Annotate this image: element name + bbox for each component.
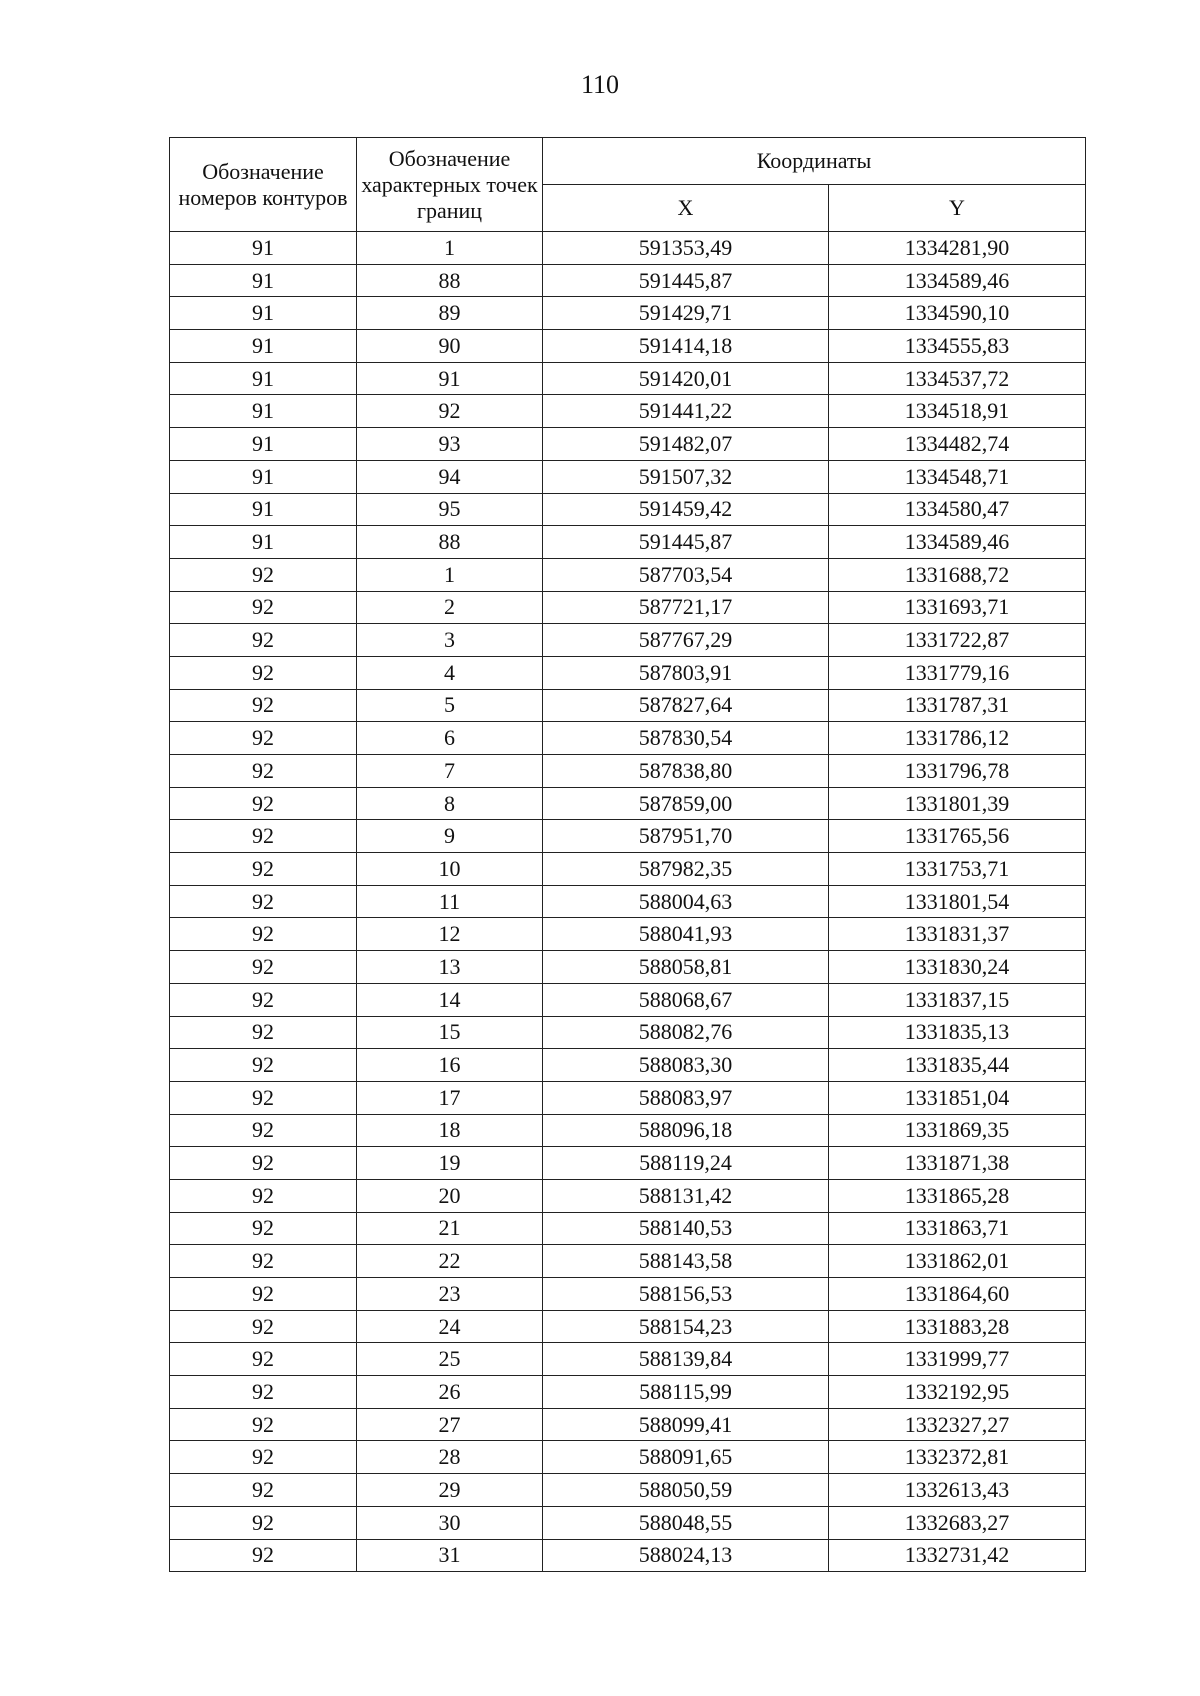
cell-point-number: 88: [357, 526, 543, 559]
cell-y-coordinate: 1331999,77: [829, 1343, 1086, 1376]
table-row: [170, 460, 1086, 493]
cell-contour-number: 92: [170, 1049, 357, 1082]
cell-contour-number: 92: [170, 1539, 357, 1572]
cell-x-coordinate: 587838,80: [543, 755, 829, 788]
cell-x-coordinate: 587951,70: [543, 820, 829, 853]
cell-x-coordinate: 591353,49: [543, 232, 829, 265]
table-row: [170, 1408, 1086, 1441]
cell-y-coordinate: 1334590,10: [829, 297, 1086, 330]
table-row: [170, 1441, 1086, 1474]
cell-point-number: 17: [357, 1081, 543, 1114]
cell-point-number: 8: [357, 787, 543, 820]
table-row: [170, 395, 1086, 428]
cell-y-coordinate: 1331851,04: [829, 1081, 1086, 1114]
cell-x-coordinate: 588096,18: [543, 1114, 829, 1147]
table-row: [170, 1212, 1086, 1245]
cell-x-coordinate: 587827,64: [543, 689, 829, 722]
cell-x-coordinate: 588024,13: [543, 1539, 829, 1572]
cell-y-coordinate: 1334281,90: [829, 232, 1086, 265]
cell-contour-number: 92: [170, 1278, 357, 1311]
cell-x-coordinate: 588156,53: [543, 1278, 829, 1311]
cell-point-number: 2: [357, 591, 543, 624]
cell-y-coordinate: 1331688,72: [829, 558, 1086, 591]
cell-point-number: 21: [357, 1212, 543, 1245]
cell-point-number: 91: [357, 362, 543, 395]
table-row: [170, 1049, 1086, 1082]
cell-point-number: 26: [357, 1376, 543, 1409]
cell-y-coordinate: 1334589,46: [829, 526, 1086, 559]
cell-x-coordinate: 588119,24: [543, 1147, 829, 1180]
cell-contour-number: 92: [170, 1016, 357, 1049]
header-contour-numbers: Обозначение номеров контуров: [170, 138, 357, 232]
table-row: [170, 362, 1086, 395]
cell-point-number: 12: [357, 918, 543, 951]
cell-x-coordinate: 588041,93: [543, 918, 829, 951]
table-row: [170, 722, 1086, 755]
cell-x-coordinate: 591441,22: [543, 395, 829, 428]
cell-point-number: 4: [357, 656, 543, 689]
cell-contour-number: 92: [170, 885, 357, 918]
cell-point-number: 18: [357, 1114, 543, 1147]
header-boundary-points: Обозначение характерных точек границ: [357, 138, 543, 232]
cell-x-coordinate: 591445,87: [543, 264, 829, 297]
table-row: [170, 1016, 1086, 1049]
cell-contour-number: 92: [170, 1081, 357, 1114]
cell-x-coordinate: 591482,07: [543, 428, 829, 461]
table-row: [170, 983, 1086, 1016]
cell-contour-number: 91: [170, 264, 357, 297]
table-row: [170, 297, 1086, 330]
cell-contour-number: 92: [170, 853, 357, 886]
cell-contour-number: 92: [170, 918, 357, 951]
table-row: [170, 232, 1086, 265]
table-row: [170, 853, 1086, 886]
cell-point-number: 20: [357, 1179, 543, 1212]
cell-y-coordinate: 1331787,31: [829, 689, 1086, 722]
cell-contour-number: 92: [170, 983, 357, 1016]
cell-y-coordinate: 1334580,47: [829, 493, 1086, 526]
cell-x-coordinate: 591414,18: [543, 330, 829, 363]
cell-contour-number: 91: [170, 493, 357, 526]
cell-y-coordinate: 1331693,71: [829, 591, 1086, 624]
cell-point-number: 1: [357, 558, 543, 591]
cell-contour-number: 92: [170, 787, 357, 820]
cell-x-coordinate: 587767,29: [543, 624, 829, 657]
cell-x-coordinate: 588131,42: [543, 1179, 829, 1212]
cell-contour-number: 91: [170, 395, 357, 428]
cell-point-number: 89: [357, 297, 543, 330]
cell-y-coordinate: 1334548,71: [829, 460, 1086, 493]
cell-x-coordinate: 591429,71: [543, 297, 829, 330]
cell-x-coordinate: 588099,41: [543, 1408, 829, 1441]
table-row: [170, 820, 1086, 853]
cell-point-number: 28: [357, 1441, 543, 1474]
cell-x-coordinate: 588068,67: [543, 983, 829, 1016]
cell-point-number: 9: [357, 820, 543, 853]
cell-x-coordinate: 591507,32: [543, 460, 829, 493]
cell-y-coordinate: 1332731,42: [829, 1539, 1086, 1572]
cell-x-coordinate: 587803,91: [543, 656, 829, 689]
cell-contour-number: 92: [170, 1114, 357, 1147]
cell-contour-number: 92: [170, 1310, 357, 1343]
table-row: [170, 1179, 1086, 1212]
cell-y-coordinate: 1331786,12: [829, 722, 1086, 755]
cell-contour-number: 92: [170, 1147, 357, 1180]
cell-x-coordinate: 588048,55: [543, 1506, 829, 1539]
table-row: [170, 526, 1086, 559]
cell-contour-number: 92: [170, 656, 357, 689]
cell-contour-number: 92: [170, 1343, 357, 1376]
cell-y-coordinate: 1331837,15: [829, 983, 1086, 1016]
cell-y-coordinate: 1331869,35: [829, 1114, 1086, 1147]
cell-y-coordinate: 1331796,78: [829, 755, 1086, 788]
cell-point-number: 93: [357, 428, 543, 461]
cell-x-coordinate: 591420,01: [543, 362, 829, 395]
cell-point-number: 22: [357, 1245, 543, 1278]
cell-point-number: 15: [357, 1016, 543, 1049]
cell-point-number: 25: [357, 1343, 543, 1376]
cell-point-number: 7: [357, 755, 543, 788]
table-row: [170, 755, 1086, 788]
table-row: [170, 1245, 1086, 1278]
cell-y-coordinate: 1332683,27: [829, 1506, 1086, 1539]
cell-x-coordinate: 588083,30: [543, 1049, 829, 1082]
cell-contour-number: 91: [170, 297, 357, 330]
table-row: [170, 264, 1086, 297]
cell-y-coordinate: 1331765,56: [829, 820, 1086, 853]
cell-point-number: 16: [357, 1049, 543, 1082]
cell-contour-number: 92: [170, 591, 357, 624]
cell-y-coordinate: 1334555,83: [829, 330, 1086, 363]
cell-y-coordinate: 1331830,24: [829, 951, 1086, 984]
cell-point-number: 30: [357, 1506, 543, 1539]
cell-x-coordinate: 588004,63: [543, 885, 829, 918]
cell-contour-number: 92: [170, 1376, 357, 1409]
cell-contour-number: 92: [170, 624, 357, 657]
coordinates-table: [169, 137, 1086, 1572]
cell-y-coordinate: 1334589,46: [829, 264, 1086, 297]
header-coordinates: Координаты: [543, 138, 1086, 185]
cell-point-number: 95: [357, 493, 543, 526]
cell-contour-number: 92: [170, 558, 357, 591]
table-row: [170, 624, 1086, 657]
cell-x-coordinate: 588154,23: [543, 1310, 829, 1343]
table-row: [170, 1343, 1086, 1376]
cell-y-coordinate: 1331871,38: [829, 1147, 1086, 1180]
cell-point-number: 23: [357, 1278, 543, 1311]
cell-point-number: 88: [357, 264, 543, 297]
page-number: 110: [580, 70, 620, 99]
cell-contour-number: 92: [170, 1179, 357, 1212]
cell-contour-number: 92: [170, 755, 357, 788]
table-row: [170, 1310, 1086, 1343]
cell-y-coordinate: 1332192,95: [829, 1376, 1086, 1409]
cell-contour-number: 91: [170, 428, 357, 461]
cell-point-number: 1: [357, 232, 543, 265]
table-row: [170, 885, 1086, 918]
table-row: [170, 493, 1086, 526]
cell-contour-number: 91: [170, 526, 357, 559]
cell-x-coordinate: 587703,54: [543, 558, 829, 591]
table-row: [170, 656, 1086, 689]
cell-x-coordinate: 591459,42: [543, 493, 829, 526]
cell-point-number: 24: [357, 1310, 543, 1343]
table-row: [170, 1376, 1086, 1409]
cell-x-coordinate: 588050,59: [543, 1474, 829, 1507]
cell-x-coordinate: 588139,84: [543, 1343, 829, 1376]
cell-point-number: 19: [357, 1147, 543, 1180]
table-row: [170, 1474, 1086, 1507]
cell-x-coordinate: 591445,87: [543, 526, 829, 559]
cell-x-coordinate: 588083,97: [543, 1081, 829, 1114]
cell-y-coordinate: 1332372,81: [829, 1441, 1086, 1474]
cell-y-coordinate: 1331801,54: [829, 885, 1086, 918]
cell-y-coordinate: 1331835,13: [829, 1016, 1086, 1049]
cell-contour-number: 91: [170, 362, 357, 395]
cell-y-coordinate: 1331883,28: [829, 1310, 1086, 1343]
cell-y-coordinate: 1331835,44: [829, 1049, 1086, 1082]
cell-y-coordinate: 1334537,72: [829, 362, 1086, 395]
cell-point-number: 14: [357, 983, 543, 1016]
cell-contour-number: 92: [170, 1408, 357, 1441]
cell-point-number: 13: [357, 951, 543, 984]
cell-x-coordinate: 587721,17: [543, 591, 829, 624]
cell-y-coordinate: 1334518,91: [829, 395, 1086, 428]
table-row: [170, 689, 1086, 722]
table-row: [170, 428, 1086, 461]
cell-y-coordinate: 1332327,27: [829, 1408, 1086, 1441]
cell-y-coordinate: 1331801,39: [829, 787, 1086, 820]
table-row: [170, 1114, 1086, 1147]
table-row: [170, 1506, 1086, 1539]
table-row: [170, 1147, 1086, 1180]
cell-x-coordinate: 588143,58: [543, 1245, 829, 1278]
cell-contour-number: 92: [170, 1212, 357, 1245]
cell-contour-number: 92: [170, 722, 357, 755]
table-row: [170, 918, 1086, 951]
table-body: [170, 232, 1086, 1572]
cell-point-number: 29: [357, 1474, 543, 1507]
table-row: [170, 1539, 1086, 1572]
cell-contour-number: 92: [170, 1245, 357, 1278]
cell-point-number: 94: [357, 460, 543, 493]
cell-x-coordinate: 587982,35: [543, 853, 829, 886]
cell-contour-number: 91: [170, 330, 357, 363]
header-x: X: [543, 185, 829, 232]
cell-y-coordinate: 1334482,74: [829, 428, 1086, 461]
cell-y-coordinate: 1331831,37: [829, 918, 1086, 951]
cell-contour-number: 92: [170, 1441, 357, 1474]
cell-x-coordinate: 588140,53: [543, 1212, 829, 1245]
cell-y-coordinate: 1332613,43: [829, 1474, 1086, 1507]
table-row: [170, 558, 1086, 591]
cell-point-number: 3: [357, 624, 543, 657]
cell-y-coordinate: 1331865,28: [829, 1179, 1086, 1212]
cell-point-number: 92: [357, 395, 543, 428]
header-y: Y: [829, 185, 1086, 232]
table-row: [170, 1081, 1086, 1114]
cell-point-number: 27: [357, 1408, 543, 1441]
cell-x-coordinate: 588082,76: [543, 1016, 829, 1049]
cell-contour-number: 91: [170, 460, 357, 493]
cell-contour-number: 92: [170, 951, 357, 984]
cell-point-number: 10: [357, 853, 543, 886]
cell-x-coordinate: 587830,54: [543, 722, 829, 755]
cell-point-number: 6: [357, 722, 543, 755]
cell-point-number: 90: [357, 330, 543, 363]
cell-point-number: 11: [357, 885, 543, 918]
cell-x-coordinate: 588115,99: [543, 1376, 829, 1409]
cell-contour-number: 92: [170, 1506, 357, 1539]
cell-point-number: 31: [357, 1539, 543, 1572]
cell-contour-number: 92: [170, 689, 357, 722]
cell-point-number: 5: [357, 689, 543, 722]
cell-x-coordinate: 588091,65: [543, 1441, 829, 1474]
cell-y-coordinate: 1331722,87: [829, 624, 1086, 657]
cell-contour-number: 92: [170, 1474, 357, 1507]
table-row: [170, 1278, 1086, 1311]
cell-x-coordinate: 588058,81: [543, 951, 829, 984]
cell-y-coordinate: 1331862,01: [829, 1245, 1086, 1278]
cell-y-coordinate: 1331863,71: [829, 1212, 1086, 1245]
table-row: [170, 951, 1086, 984]
table-row: [170, 330, 1086, 363]
table-row: [170, 591, 1086, 624]
cell-y-coordinate: 1331864,60: [829, 1278, 1086, 1311]
cell-y-coordinate: 1331753,71: [829, 853, 1086, 886]
cell-x-coordinate: 587859,00: [543, 787, 829, 820]
cell-y-coordinate: 1331779,16: [829, 656, 1086, 689]
cell-contour-number: 92: [170, 820, 357, 853]
cell-contour-number: 91: [170, 232, 357, 265]
table-row: [170, 787, 1086, 820]
